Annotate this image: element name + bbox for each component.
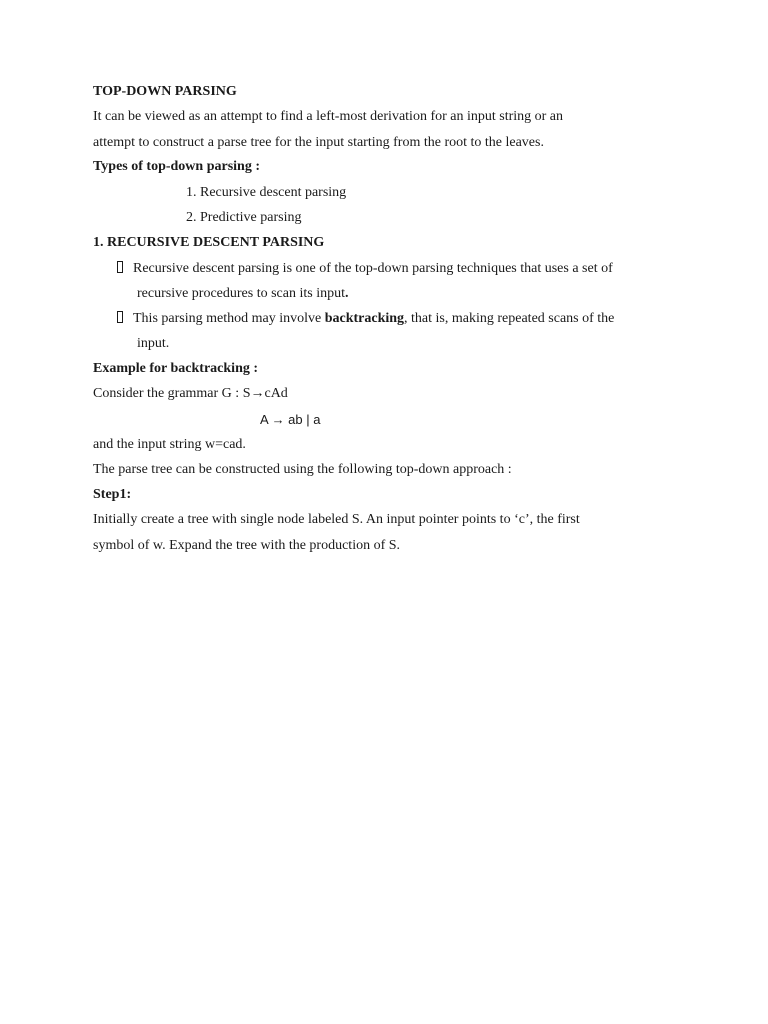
page-heading: TOP-DOWN PARSING	[93, 84, 237, 99]
grammar-rule-s: S→cAd	[242, 386, 288, 401]
step1-heading: Step1:	[93, 487, 132, 502]
backtracking-term: backtracking	[324, 311, 405, 326]
input-string-line: and the input string w=cad.	[93, 437, 246, 452]
intro-line-2: attempt to construct a parse tree for the input starting from the root to the leaves.	[93, 135, 544, 150]
section-heading-recursive-descent: 1. RECURSIVE DESCENT PARSING	[93, 235, 325, 250]
bullet-1-text: Recursive descent parsing is one of the top-down parsing techniques that uses a set of	[133, 261, 613, 276]
bullet-item-2	[117, 310, 614, 328]
bullet-2-text-after: , that is, making repeated scans of the	[404, 311, 615, 326]
grammar-rule-a: A → ab | a	[260, 412, 321, 427]
approach-line: The parse tree can be constructed using the following top-down approach :	[93, 462, 512, 477]
bullet-2-continuation: input.	[137, 336, 170, 351]
bullet-item-1	[117, 260, 613, 278]
grammar-line: Consider the grammar G : S→cAd	[93, 386, 288, 401]
step1-line-1: Initially create a tree with single node labeled S. An input pointer points to ‘c’, the first	[93, 512, 580, 527]
types-item-2: 2. Predictive parsing	[186, 210, 302, 225]
types-item-1: 1. Recursive descent parsing	[186, 185, 347, 200]
bullet-2-text-before: This parsing method may involve	[133, 311, 325, 326]
bullet-icon	[117, 261, 123, 273]
bullet-icon	[117, 311, 123, 323]
intro-line-1: It can be viewed as an attempt to find a left-most derivation for an input string or an	[93, 109, 564, 124]
types-heading: Types of top-down parsing :	[93, 159, 260, 174]
example-heading: Example for backtracking :	[93, 361, 259, 376]
bullet-1-continuation: recursive procedures to scan its input.	[137, 286, 349, 301]
step1-line-2: symbol of w. Expand the tree with the production of S.	[93, 538, 401, 553]
